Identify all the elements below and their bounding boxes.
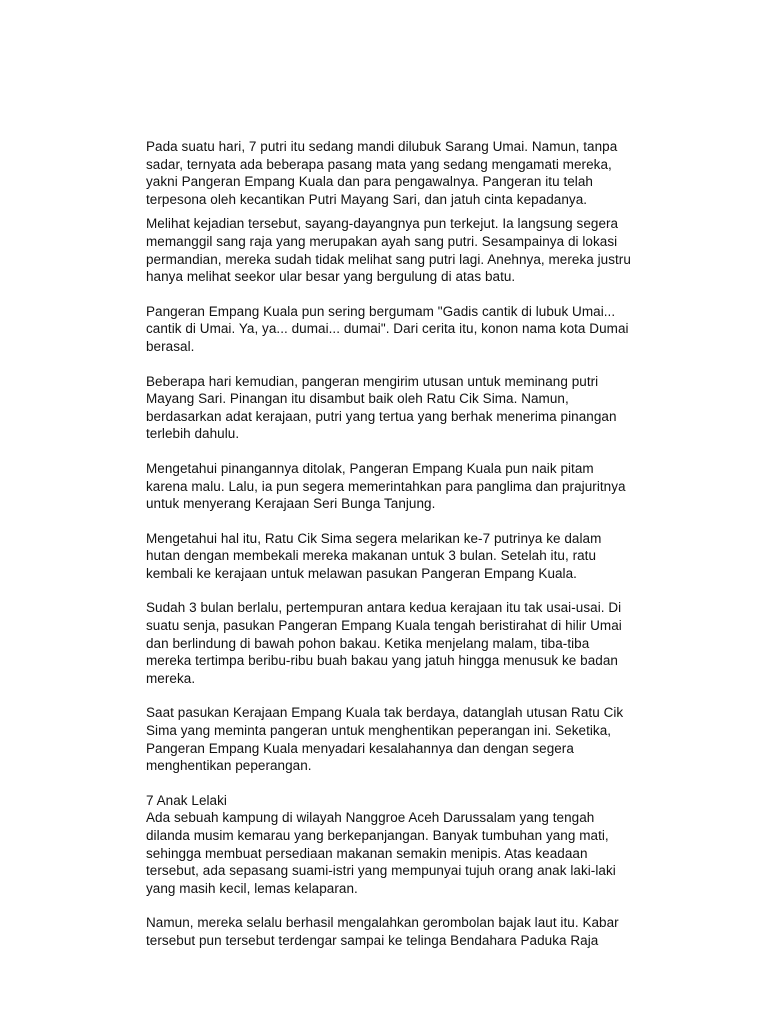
text-line: Sudah 3 bulan berlalu, pertempuran antara kedua kerajaan itu tak usai-usai. Di — [146, 600, 622, 616]
paragraph-tujuh-anak-lelaki — [146, 792, 646, 898]
paragraph-spacer — [146, 582, 646, 599]
text-line: Namun, mereka selalu berhasil mengalahkan gerombolan bajak laut itu. Kabar — [146, 915, 619, 931]
paragraph-putri-mandi — [146, 138, 646, 208]
text-line: sadar, ternyata ada beberapa pasang mata yang sedang mengamati mereka, — [146, 156, 612, 172]
text-line: dilanda musim kemarau yang berkepanjangan. Banyak tumbuhan yang mati, — [146, 828, 609, 843]
text-line: sehingga membuat persediaan makanan semakin menipis. Atas keadaan — [146, 845, 588, 861]
paragraph-spacer — [146, 687, 646, 704]
text-line: Melihat kejadian tersebut, sayang-dayangnya pun terkejut. Ia langsung segera — [146, 216, 619, 232]
paragraph-spacer — [146, 356, 646, 373]
text-line: mereka tertimpa beribu-ribu buah bakau yang jatuh hingga menusuk ke badan — [146, 653, 618, 669]
text-line: menghentikan peperangan. — [146, 758, 312, 774]
text-line: mereka. — [146, 670, 196, 686]
text-line: Saat pasukan Kerajaan Empang Kuala tak berdaya, datanglah utusan Ratu Cik — [146, 705, 624, 721]
text-line: Pangeran Empang Kuala pun sering bergumam "Gadis cantik di lubuk Umai... — [146, 303, 616, 319]
text-line: Mengetahui pinangannya ditolak, Pangeran Empang Kuala pun naik pitam — [146, 460, 594, 476]
text-line: kembali ke kerajaan untuk melawan pasukan Pangeran Empang Kuala. — [146, 565, 577, 581]
section-heading: 7 Anak Lelaki — [146, 792, 227, 808]
text-line: Mengetahui hal itu, Ratu Cik Sima segera melarikan ke-7 putrinya ke dalam — [146, 530, 602, 546]
paragraph-spacer — [146, 775, 646, 792]
paragraph-spacer — [146, 208, 646, 215]
paragraph-pinangan — [146, 373, 646, 443]
text-line: karena malu. Lalu, ia pun segera memerintahkan para panglima dan prajuritnya — [146, 478, 626, 494]
paragraph-spacer — [146, 286, 646, 303]
document-body — [146, 138, 646, 950]
paragraph-bajak-laut — [146, 914, 646, 949]
text-line: yang masih kecil, lemas kelaparan. — [146, 880, 358, 896]
text-line: hutan dengan membekali mereka makanan untuk 3 bulan. Setelah itu, ratu — [146, 548, 597, 564]
text-line: berasal. — [146, 338, 195, 354]
paragraph-spacer — [146, 443, 646, 460]
text-line: cantik di Umai. Ya, ya... dumai... dumai". Dari cerita itu, konon nama kota Dumai — [146, 321, 629, 337]
text-line: tersebut pun tersebut terdengar sampai ke telinga Bendahara Paduka Raja — [146, 932, 599, 948]
text-line: terpesona oleh kecantikan Putri Mayang Sari, dan jatuh cinta kepadanya. — [146, 191, 588, 207]
paragraph-spacer — [146, 897, 646, 914]
text-line: suatu senja, pasukan Pangeran Empang Kuala tengah beristirahat di hilir Umai — [146, 618, 622, 634]
text-line: Pangeran Empang Kuala menyadari kesalahannya dan dengan segera — [146, 740, 574, 756]
paragraph-dayang-terkejut — [146, 215, 646, 285]
paragraph-putri-dilarikan — [146, 530, 646, 583]
paragraph-perang-berhenti — [146, 704, 646, 774]
text-line: Beberapa hari kemudian, pangeran mengirim utusan untuk meminang putri — [146, 373, 599, 389]
text-line: yakni Pangeran Empang Kuala dan para pengawalnya. Pangeran itu telah — [146, 174, 593, 190]
paragraph-spacer — [146, 513, 646, 530]
text-line: dan berlindung di bawah pohon bakau. Ketika menjelang malam, tiba-tiba — [146, 635, 590, 651]
text-line: berdasarkan adat kerajaan, putri yang tertua yang berhak menerima pinangan — [146, 408, 617, 424]
paragraph-pertempuran — [146, 599, 646, 687]
text-line: permandian, mereka sudah tidak melihat sang putri lagi. Anehnya, mereka justru — [146, 251, 631, 267]
text-line: Ada sebuah kampung di wilayah Nanggroe Aceh Darussalam yang tengah — [146, 810, 595, 826]
text-line: Sima yang meminta pangeran untuk menghentikan peperangan ini. Seketika, — [146, 723, 612, 739]
text-line: Pada suatu hari, 7 putri itu sedang mandi dilubuk Sarang Umai. Namun, tanpa — [146, 139, 618, 154]
text-line: terlebih dahulu. — [146, 426, 240, 442]
text-line: Mayang Sari. Pinangan itu disambut baik oleh Ratu Cik Sima. Namun, — [146, 391, 569, 407]
paragraph-pinangan-ditolak — [146, 460, 646, 513]
text-line: untuk menyerang Kerajaan Seri Bunga Tanjung. — [146, 496, 436, 512]
text-line: hanya melihat seekor ular besar yang bergulung di atas batu. — [146, 269, 516, 285]
text-line: tersebut, ada sepasang suami-istri yang mempunyai tujuh orang anak laki-laki — [146, 863, 616, 879]
text-line: memanggil sang raja yang merupakan ayah sang putri. Sesampainya di lokasi — [146, 233, 618, 249]
paragraph-asal-dumai — [146, 303, 646, 356]
